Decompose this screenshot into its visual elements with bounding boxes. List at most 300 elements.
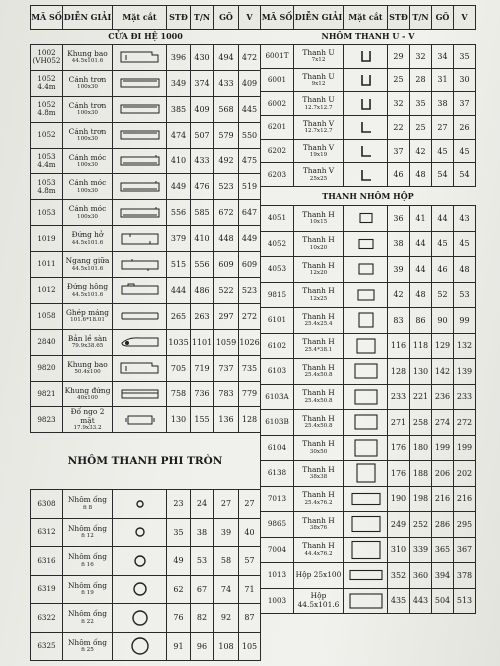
code-cell: 2840 [31,329,63,355]
description-name: Thanh H [302,209,335,219]
col-header-description: DIỄN GIẢI [294,6,344,30]
price-std: 22 [388,116,410,140]
section-drawing-cell [113,70,167,96]
price-go: 39 [214,518,239,547]
round-tube-row [31,490,261,519]
price-v: 71 [239,575,261,604]
description-name: Thanh H [302,311,335,321]
description-cell [63,45,113,71]
price-v: 199 [454,435,476,461]
price-go: 504 [432,588,454,614]
box-bar-row [261,435,476,461]
code-cell: 4051 [261,206,294,232]
price-v: 513 [454,588,476,614]
price-tn: 38 [191,518,214,547]
description-size: fi 12 [81,533,94,540]
section-drawing-cell [344,116,388,140]
description-cell [63,70,113,96]
price-v: 272 [454,410,476,436]
section-drawing-cell [344,435,388,461]
price-v: 550 [239,122,261,148]
description-cell [63,96,113,122]
description-cell [63,632,113,661]
description-cell [63,547,113,576]
description-size: fi 16 [81,561,94,568]
col-header-std: STĐ [167,6,191,30]
price-std: 29 [388,45,410,69]
price-go: 523 [214,174,239,200]
section-drawing-cell [344,163,388,187]
code-cell: 6103B [261,410,294,436]
code-cell: 1052 [31,122,63,148]
section-drawing-cell [113,490,167,519]
col-header-std: STĐ [388,6,410,30]
description-name: Hộp 25x100 [295,570,342,580]
code-cell: 6102 [261,333,294,359]
description-size: 44.5x101.6 [71,58,104,65]
price-tn: 374 [191,70,214,96]
box-bar-row [261,588,476,614]
code-cell: 6103A [261,384,294,410]
round-tube-icon [130,608,150,628]
price-std: 23 [167,490,191,519]
price-v: 45 [454,139,476,163]
description-cell [294,486,344,512]
section-drawing-cell [113,45,167,71]
price-v: 99 [454,308,476,334]
description-size: 100x30 [77,187,98,194]
double-mullion-profile-icon [118,413,162,427]
price-v: 378 [454,563,476,589]
section-drawing-cell [344,563,388,589]
door-profile-row [31,45,261,71]
code-cell: 1012 [31,278,63,304]
price-v: 43 [454,206,476,232]
price-go: 108 [214,632,239,661]
open-post-profile-icon [118,232,162,246]
price-tn: 188 [410,461,432,487]
section-drawing-cell [113,355,167,381]
description-cell [63,174,113,200]
door-profile-row [31,355,261,381]
price-go: 579 [214,122,239,148]
price-std: 233 [388,384,410,410]
price-go: 297 [214,303,239,329]
code-cell: 6316 [31,547,63,576]
section-drawing-cell [344,512,388,538]
panel-profile-icon [118,102,162,116]
price-go: 45 [432,139,454,163]
price-std: 385 [167,96,191,122]
description-size: 12x20 [309,270,328,277]
left-header-row [31,6,261,30]
price-go: 394 [432,563,454,589]
price-v: 523 [239,278,261,304]
description-name: Thanh U [302,95,335,105]
description-name: Nhôm ống [67,495,108,505]
description-name: Thanh H [302,388,335,398]
description-size: 44.5x101.6 [71,291,104,298]
price-go: 34 [432,45,454,69]
description-name: Nhôm ống [67,609,108,619]
price-tn: 44 [410,231,432,257]
price-std: 556 [167,200,191,226]
section-drawing-cell [113,226,167,252]
price-std: 310 [388,537,410,563]
section-drawing-cell [113,122,167,148]
rect-tube-icon [348,565,384,585]
price-std: 49 [167,547,191,576]
section-drawing-cell [344,206,388,232]
description-size: 12.7x12.7 [304,128,333,135]
description-size: 38x38 [309,474,328,481]
section-drawing-cell [344,257,388,283]
price-std: 379 [167,226,191,252]
section-drawing-cell [344,92,388,116]
price-go: 27 [432,116,454,140]
col-header-go: GÕ [214,6,239,30]
price-go: 494 [214,45,239,71]
door-profile-row [31,70,261,96]
description-size: fi 8 [82,504,93,511]
door-profile-row [31,381,261,407]
price-tn: 48 [410,163,432,187]
price-std: 91 [167,632,191,661]
code-cell: 7004 [261,537,294,563]
price-tn: 96 [191,632,214,661]
uv-bar-row [261,116,476,140]
section-drawing-cell [344,384,388,410]
code-cell: 1053 [31,200,63,226]
price-go: 92 [214,604,239,633]
box-bar-row [261,206,476,232]
description-size: fi 22 [81,618,94,625]
price-tn: 410 [191,226,214,252]
price-std: 444 [167,278,191,304]
price-v: 54 [454,163,476,187]
section-drawing-cell [344,588,388,614]
price-go: 568 [214,96,239,122]
code-cell: 6308 [31,490,63,519]
price-std: 758 [167,381,191,407]
description-size: 40x100 [77,395,98,402]
description-size: fi 25 [81,647,94,654]
price-v: 45 [454,231,476,257]
price-std: 116 [388,333,410,359]
description-cell [294,92,344,116]
round-tube-row [31,518,261,547]
price-std: 76 [167,604,191,633]
description-size: 10x20 [309,244,328,251]
code-cell: 6201 [261,116,294,140]
code-cell: 1052 4.8m [31,96,63,122]
price-v: 35 [454,45,476,69]
code-cell: 6001T [261,45,294,69]
box-bar-row [261,537,476,563]
description-cell [63,355,113,381]
price-tn: 433 [191,148,214,174]
description-cell [63,200,113,226]
box-bar-row [261,308,476,334]
price-v: 295 [454,512,476,538]
price-std: 25 [388,68,410,92]
price-v: 132 [454,333,476,359]
description-name: Bản lề sàn [67,333,108,343]
price-go: 142 [432,359,454,385]
description-name: Thanh H [302,337,335,347]
price-v: 272 [239,303,261,329]
description-cell [63,122,113,148]
description-name: Cánh móc [68,152,107,162]
code-cell: 6001 [261,68,294,92]
price-std: 515 [167,252,191,278]
door-profile-row [31,174,261,200]
u-channel-icon [359,97,373,111]
price-v: 139 [454,359,476,385]
code-cell: 7013 [261,486,294,512]
description-cell [63,329,113,355]
price-std: 176 [388,435,410,461]
price-tn: 1101 [191,329,214,355]
description-size: 10x15 [309,219,328,226]
code-cell: 1013 [261,563,294,589]
price-v: 409 [239,70,261,96]
price-go: 236 [432,384,454,410]
rect-tube-icon [348,540,384,560]
code-cell: 1058 [31,303,63,329]
description-name: Ghép máng [65,307,110,317]
price-v: 30 [454,68,476,92]
price-go: 52 [432,282,454,308]
description-cell [294,563,344,589]
code-cell: 9821 [31,381,63,407]
description-name: Hộp 44.5x101.6 [297,591,340,609]
code-cell: 6203 [261,163,294,187]
price-std: 176 [388,461,410,487]
description-size: 100x30 [77,136,98,143]
price-go: 672 [214,200,239,226]
section-drawing-cell [113,604,167,633]
section-drawing-cell [113,278,167,304]
price-go: 448 [214,226,239,252]
price-std: 410 [167,148,191,174]
section-drawing-cell [113,407,167,433]
price-std: 46 [388,163,410,187]
box-bar-row [261,257,476,283]
price-go: 286 [432,512,454,538]
door-profile-table [30,5,261,433]
price-tn: 130 [410,359,432,385]
description-name: Cánh trơn [68,126,107,136]
description-size: 100x30 [77,110,98,117]
col-header-description: DIỄN GIẢI [63,6,113,30]
rect-tube-icon [348,514,384,534]
section-drawing-cell [344,282,388,308]
price-tn: 53 [191,547,214,576]
section-drawing-cell [344,139,388,163]
price-std: 37 [388,139,410,163]
price-v: 57 [239,547,261,576]
price-std: 39 [388,257,410,283]
section-drawing-cell [344,537,388,563]
door-profile-row [31,226,261,252]
price-tn: 339 [410,537,432,563]
section-drawing-cell [344,410,388,436]
price-std: 42 [388,282,410,308]
price-tn: 585 [191,200,214,226]
section-drawing-cell [113,329,167,355]
code-cell: 1002 (VH052 [31,45,63,71]
description-name: Thanh H [302,490,335,500]
description-cell [294,116,344,140]
description-cell [63,148,113,174]
price-go: 129 [432,333,454,359]
hook-panel-profile-icon [118,154,162,168]
col-header-go: GÕ [432,6,454,30]
description-cell [63,303,113,329]
description-size: 100x30 [77,213,98,220]
rect-tube-icon [348,463,384,483]
price-tn: 32 [410,45,432,69]
description-size: 25x25 [309,175,328,182]
side-post-profile-icon [118,283,162,297]
price-go: 58 [214,547,239,576]
section-title-round: NHÔM THANH PHI TRÒN [67,455,223,467]
description-cell [294,512,344,538]
description-size: 25.4x76.2 [304,499,333,506]
description-name: Khung bao [67,359,108,369]
description-cell [63,278,113,304]
description-size: 79.9x38.65 [71,343,104,350]
section-drawing-cell [113,252,167,278]
price-tn: 443 [410,588,432,614]
price-tn: 198 [410,486,432,512]
rect-tube-icon [348,438,384,458]
code-cell: 6138 [261,461,294,487]
price-tn: 409 [191,96,214,122]
price-go: 90 [432,308,454,334]
door-profile-row [31,148,261,174]
price-tn: 42 [410,139,432,163]
rect-tube-icon [348,387,384,407]
description-name: Cánh móc [68,204,107,214]
description-cell [294,231,344,257]
price-tn: 263 [191,303,214,329]
price-go: 216 [432,486,454,512]
door-profile-row [31,200,261,226]
round-tube-icon [130,579,150,599]
price-go: 136 [214,407,239,433]
description-name: Cánh trơn [68,74,107,84]
door-profile-row [31,122,261,148]
price-tn: 507 [191,122,214,148]
section-drawing-cell [113,303,167,329]
description-size: 25.4x50.8 [304,397,333,404]
round-tube-icon [130,494,150,514]
uv-bar-row [261,68,476,92]
price-go: 74 [214,575,239,604]
section-drawing-cell [113,96,167,122]
round-tube-table [30,489,261,661]
section-drawing-cell [113,381,167,407]
box-bar-row [261,384,476,410]
section-drawing-cell [113,547,167,576]
description-name: Thanh U [302,47,335,57]
price-go: 274 [432,410,454,436]
description-cell [63,252,113,278]
section-drawing-cell [344,486,388,512]
description-cell [294,359,344,385]
price-std: 352 [388,563,410,589]
col-header-v: V [454,6,476,30]
price-std: 62 [167,575,191,604]
price-tn: 430 [191,45,214,71]
description-size: 30x50 [309,448,328,455]
box-bar-row [261,461,476,487]
col-header-v: V [239,6,261,30]
price-go: 365 [432,537,454,563]
description-name: Thanh H [302,515,335,525]
rect-tube-icon [348,208,384,228]
box-bar-row [261,359,476,385]
description-size: 9x12 [311,81,326,88]
price-tn: 48 [410,282,432,308]
price-go: 206 [432,461,454,487]
price-tn: 28 [410,68,432,92]
section-drawing-cell [344,359,388,385]
description-size: fi 19 [81,590,94,597]
price-std: 349 [167,70,191,96]
col-header-tn: T/N [191,6,214,30]
description-name: Thanh H [302,413,335,423]
price-std: 130 [167,407,191,433]
description-size: 25.4*38.1 [304,346,333,353]
rect-tube-icon [348,591,384,611]
description-size: 44.5x101.6 [71,265,104,272]
code-cell: 6103 [261,359,294,385]
price-tn: 258 [410,410,432,436]
round-tube-row [31,547,261,576]
description-cell [294,206,344,232]
code-cell: 1052 4.4m [31,70,63,96]
gutter-profile-icon [118,309,162,323]
description-name: Đứng hở [71,230,104,240]
description-name: Thanh H [302,286,335,296]
code-cell: 9820 [31,355,63,381]
price-std: 35 [167,518,191,547]
rect-tube-icon [348,259,384,279]
price-v: 445 [239,96,261,122]
price-v: 40 [239,518,261,547]
frame-profile-icon [118,361,162,375]
price-v: 87 [239,604,261,633]
u-channel-icon [359,49,373,63]
price-std: 36 [388,206,410,232]
hook-panel-profile-icon [118,180,162,194]
description-name: Ngang giữa [65,256,110,266]
floor-hinge-profile-icon [118,335,162,349]
description-name: Nhôm ống [67,580,108,590]
code-cell: 1053 4.8m [31,174,63,200]
door-profile-row [31,96,261,122]
price-std: 449 [167,174,191,200]
description-name: Thanh V [302,166,335,176]
price-tn: 86 [410,308,432,334]
price-std: 1035 [167,329,191,355]
section-drawing-cell [344,308,388,334]
door-profile-row [31,252,261,278]
box-bar-row [261,563,476,589]
